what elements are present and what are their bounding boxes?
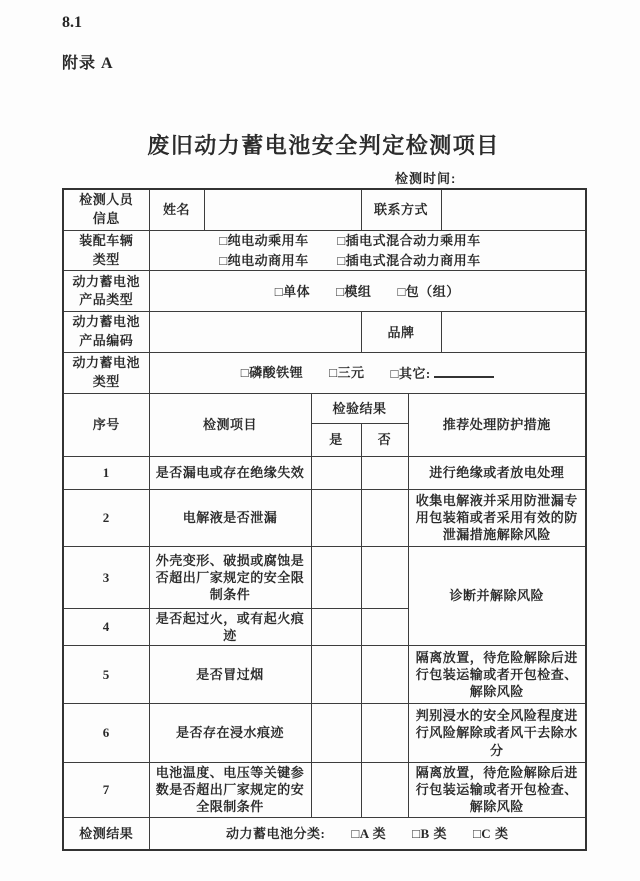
vehicle-type-row: [63, 230, 586, 271]
appendix-label: 附录 A: [62, 55, 114, 72]
result-no-cell: [361, 456, 408, 489]
header-no: 否: [361, 423, 408, 456]
measure-text: 判别浸水的安全风险程度进行风险解除或者风干去除水分: [408, 704, 586, 763]
test-time-label: 检测时间:: [395, 171, 457, 186]
contact-input-cell: [441, 189, 586, 230]
classification-prefix: 动力蓄电池分类:: [226, 825, 326, 841]
item-text: 是否存在浸水痕迹: [149, 704, 311, 763]
vehicle-type-options: [149, 230, 586, 271]
item-seq: 6: [63, 704, 149, 763]
item-seq: 5: [63, 646, 149, 704]
checkbox-option-phev-commercial: □插电式混合动力商用车: [337, 252, 481, 268]
header-yes: 是: [311, 423, 361, 456]
item-seq: 1: [63, 456, 149, 489]
header-measure: 推荐处理防护措施: [408, 393, 586, 456]
item-text: 外壳变形、破损或腐蚀是否超出厂家规定的安全限制条件: [149, 546, 311, 608]
inspector-info-row: [63, 189, 586, 230]
product-type-row: [63, 271, 586, 312]
result-yes-cell: [311, 456, 361, 489]
result-yes-cell: [311, 704, 361, 763]
item-seq: 3: [63, 546, 149, 608]
brand-input-cell: [441, 312, 586, 353]
item-row-5: [63, 646, 586, 704]
product-type-options: [149, 271, 586, 312]
product-code-label: 动力蓄电池 产品编码: [63, 312, 149, 353]
contact-label: 联系方式: [361, 189, 441, 230]
item-text: 电解液是否泄漏: [149, 489, 311, 546]
section-number: 8.1: [62, 14, 82, 31]
checkbox-option-class-b: □B 类: [412, 825, 447, 841]
result-yes-cell: [311, 489, 361, 546]
checkbox-option-bev-commercial: □纯电动商用车: [219, 252, 309, 268]
product-code-input-cell: [149, 312, 361, 353]
name-label: 姓名: [149, 189, 204, 230]
result-yes-cell: [311, 546, 361, 608]
measure-text: 诊断并解除风险: [408, 546, 586, 645]
checkbox-option-cell: □单体: [274, 283, 311, 299]
checkbox-option-other: □其它:: [390, 365, 431, 381]
item-text: 是否漏电或存在绝缘失效: [149, 456, 311, 489]
result-classification: [149, 817, 586, 850]
item-seq: 4: [63, 608, 149, 645]
inspector-info-label: 检测人员 信息: [63, 189, 149, 230]
item-text: 是否冒过烟: [149, 646, 311, 704]
header-result: 检验结果: [311, 393, 408, 423]
item-seq: 2: [63, 489, 149, 546]
item-row-2: [63, 489, 586, 546]
item-row-7: [63, 763, 586, 817]
item-text: 是否起过火，或有起火痕迹: [149, 608, 311, 645]
battery-type-label: 动力蓄电池 类型: [63, 353, 149, 394]
battery-type-options: [149, 353, 586, 394]
items-header-row: [63, 393, 586, 423]
checkbox-option-phev-passenger: □插电式混合动力乘用车: [337, 233, 481, 249]
other-fill-blank: [434, 364, 494, 378]
measure-text: 隔离放置，待危险解除后进行包装运输或者开包检查、解除风险: [408, 646, 586, 704]
checkbox-option-class-c: □C 类: [472, 825, 509, 841]
item-seq: 7: [63, 763, 149, 817]
header-item: 检测项目: [149, 393, 311, 456]
measure-text: 进行绝缘或者放电处理: [408, 456, 586, 489]
result-label: 检测结果: [63, 817, 149, 850]
product-code-row: [63, 312, 586, 353]
brand-label: 品牌: [361, 312, 441, 353]
name-input-cell: [204, 189, 361, 230]
result-no-cell: [361, 646, 408, 704]
item-row-3: [63, 546, 586, 608]
vehicle-type-label: 装配车辆 类型: [63, 230, 149, 271]
result-no-cell: [361, 763, 408, 817]
page-title: 废旧动力蓄电池安全判定检测项目: [147, 133, 500, 158]
result-yes-cell: [311, 646, 361, 704]
result-no-cell: [361, 608, 408, 645]
measure-text: 隔离放置，待危险解除后进行包装运输或者开包检查、解除风险: [408, 763, 586, 817]
checkbox-option-ternary: □三元: [329, 365, 365, 381]
result-no-cell: [361, 704, 408, 763]
result-row: [63, 817, 586, 850]
result-no-cell: [361, 489, 408, 546]
checkbox-option-bev-passenger: □纯电动乘用车: [219, 233, 309, 249]
header-seq: 序号: [63, 393, 149, 456]
battery-type-row: [63, 353, 586, 394]
measure-text: 收集电解液并采用防泄漏专用包装箱或者采用有效的防泄漏措施解除风险: [408, 489, 586, 546]
checkbox-option-lfp: □磷酸铁锂: [240, 365, 304, 381]
result-no-cell: [361, 546, 408, 608]
checkbox-option-module: □模组: [336, 283, 372, 299]
checkbox-option-pack: □包（组）: [397, 283, 460, 299]
inspection-form-table: [62, 188, 587, 851]
checkbox-option-class-a: □A 类: [351, 825, 387, 841]
item-row-6: [63, 704, 586, 763]
item-row-1: [63, 456, 586, 489]
result-yes-cell: [311, 608, 361, 645]
result-yes-cell: [311, 763, 361, 817]
item-text: 电池温度、电压等关键参数是否超出厂家规定的安全限制条件: [149, 763, 311, 817]
product-type-label: 动力蓄电池 产品类型: [63, 271, 149, 312]
